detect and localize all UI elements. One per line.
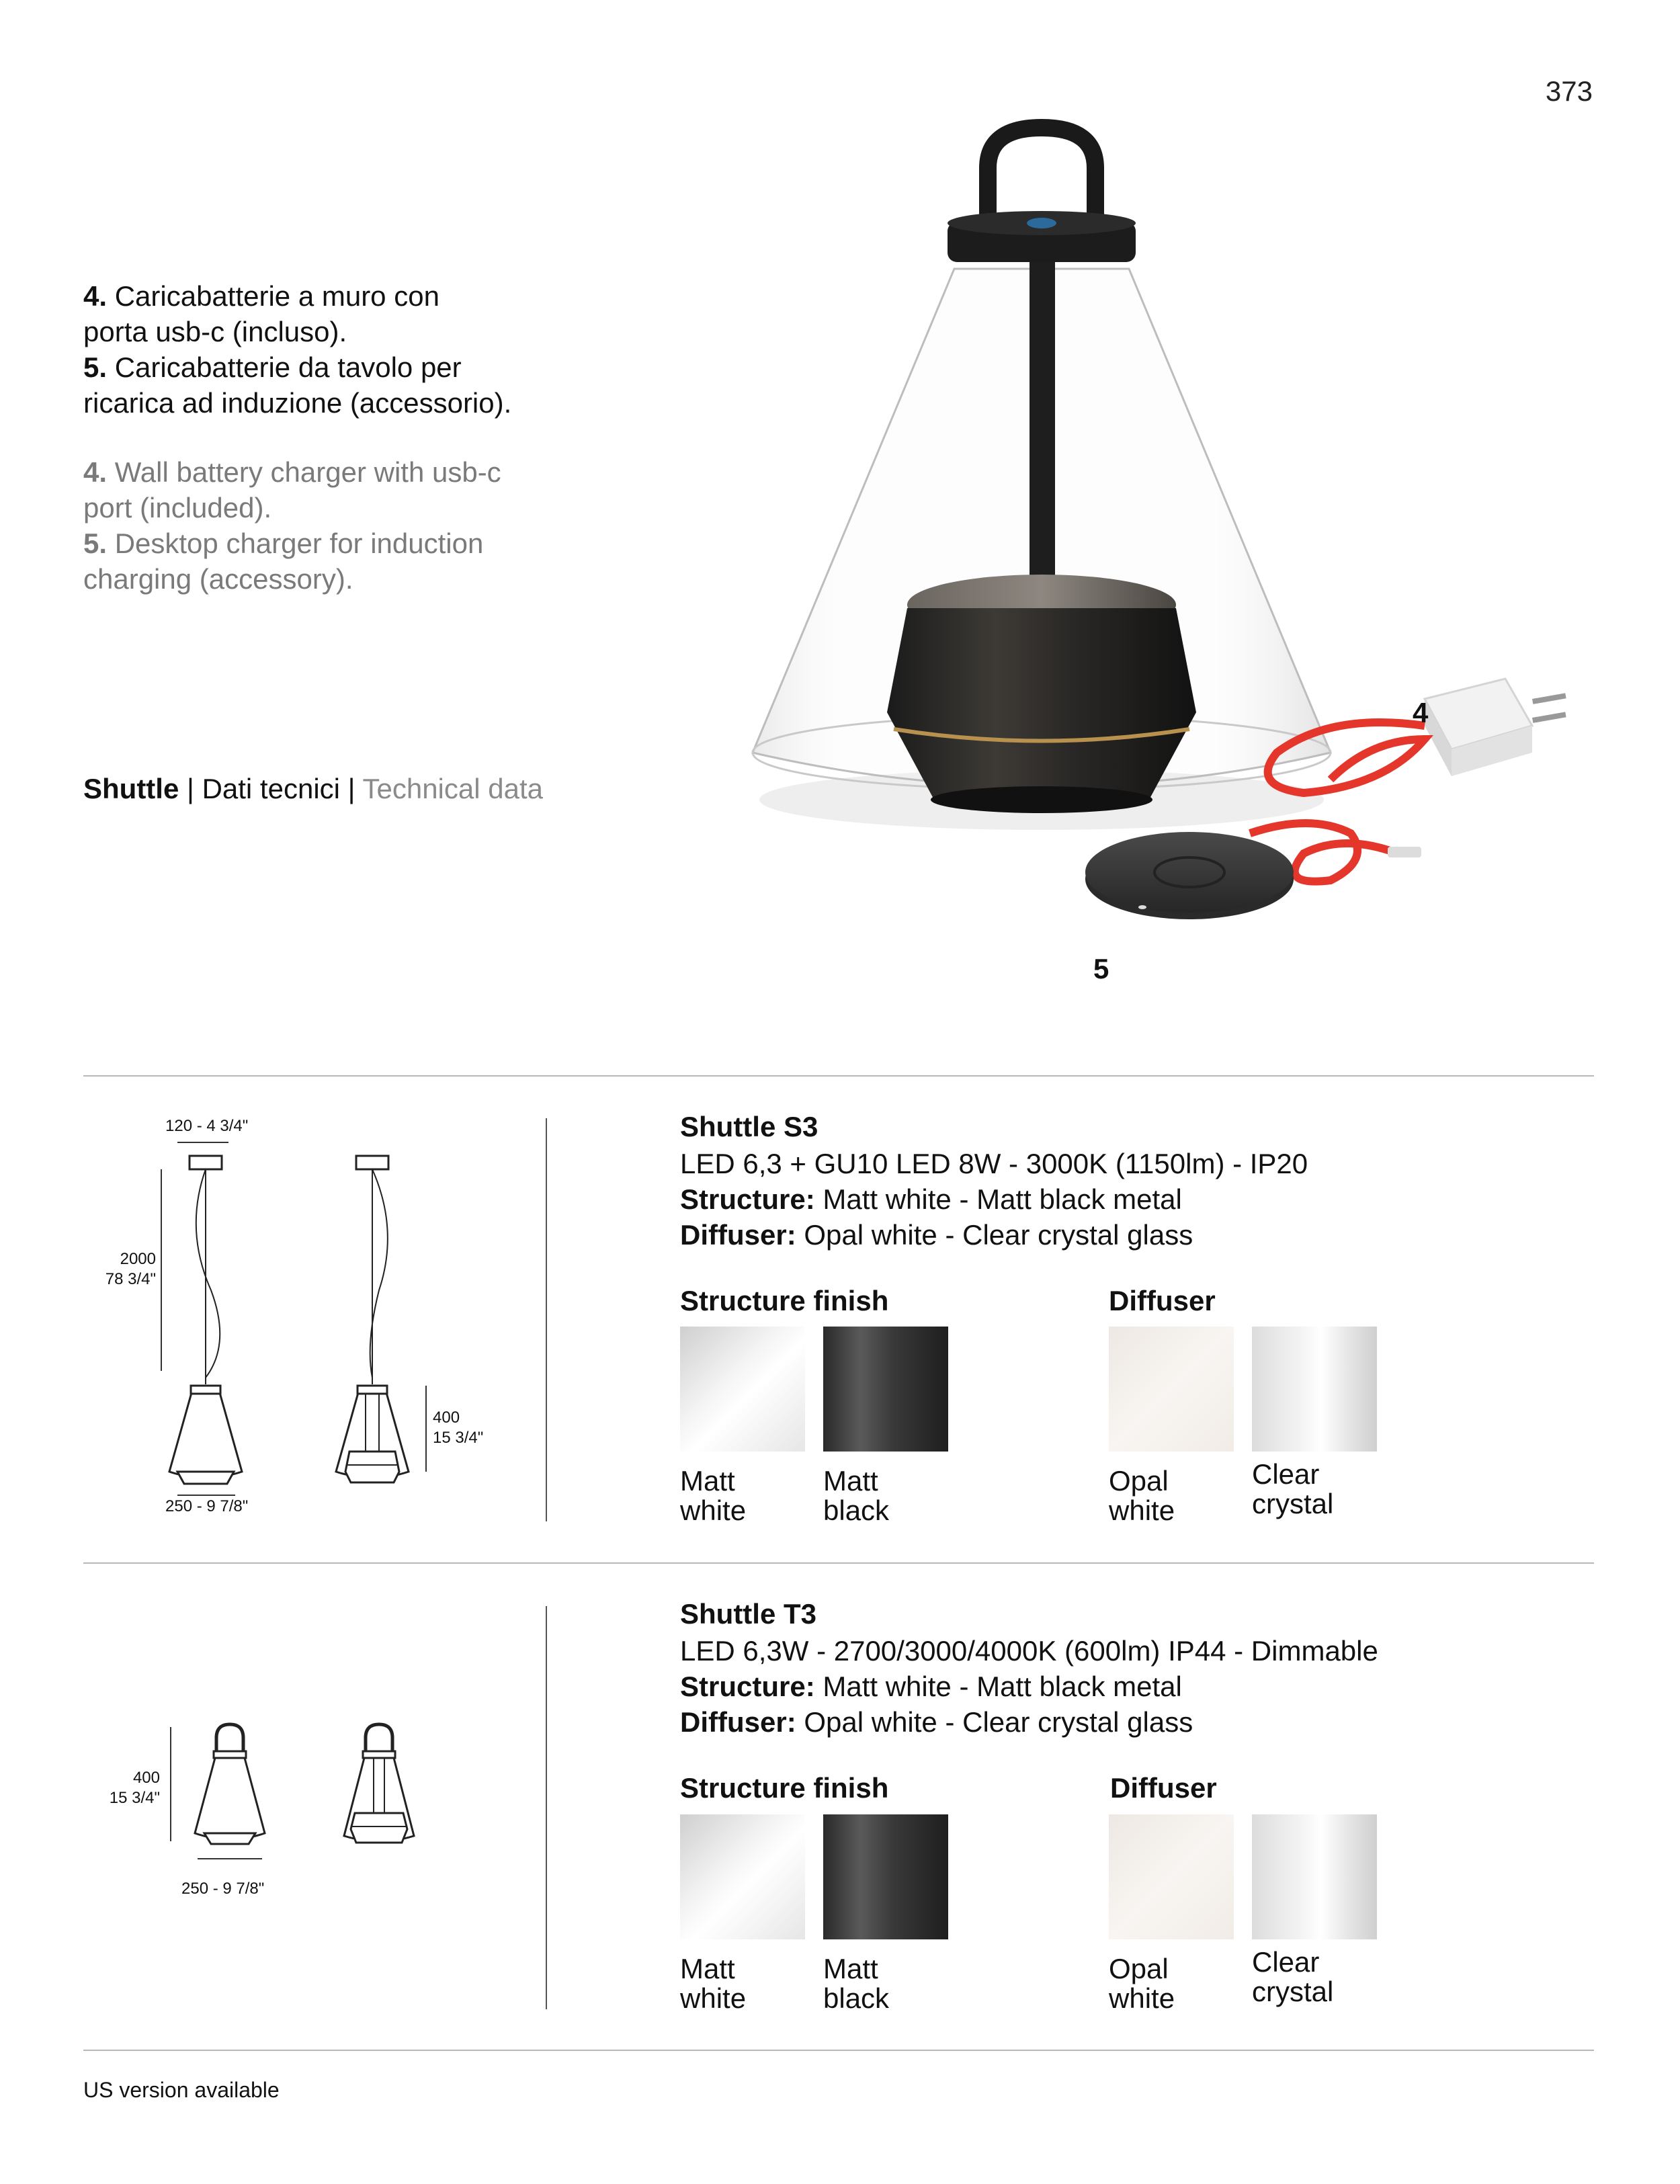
t3-dim-width: 250 - 9 7/8": [181, 1880, 265, 1898]
wall-charger: [1425, 679, 1566, 776]
s3-structure-finish-heading: Structure finish: [680, 1285, 889, 1316]
t3-swatch-matt-black: [823, 1814, 948, 1939]
s3-dim-shade-in: 15 3/4": [433, 1429, 484, 1447]
s3-dim-shade-mm: 400: [433, 1409, 460, 1427]
t3-title: Shuttle T3: [680, 1598, 817, 1630]
footer-note: US version available: [83, 2078, 280, 2102]
s3-dim-height-mm: 2000: [120, 1250, 156, 1268]
callout-4: 4: [1413, 697, 1429, 728]
divider-top: [83, 1075, 1594, 1077]
s3-structure: Structure: Matt white - Matt black metal: [680, 1183, 1182, 1215]
t3-diffuser: Diffuser: Opal white - Clear crystal glass: [680, 1706, 1193, 1738]
intro-it-item-5-cont: ricarica ad induzione (accessorio).: [83, 387, 512, 419]
intro-en-item-4: 4. Wall battery charger with usb-c: [83, 456, 501, 488]
section-heading: Shuttle | Dati tecnici | Technical data: [83, 773, 543, 804]
t3-dim-height-mm: 400: [132, 1769, 160, 1787]
s3-label-clear-crystal: Clear crystal: [1252, 1458, 1334, 1519]
t3-label-clear-crystal: Clear crystal: [1252, 1946, 1334, 2007]
s3-swatch-matt-black: [823, 1327, 948, 1452]
intro-english: [83, 454, 567, 597]
page-number: 373: [1545, 75, 1593, 107]
t3-swatch-opal-white: [1109, 1814, 1234, 1939]
t3-dim-height-in: 15 3/4": [109, 1789, 160, 1807]
s3-dim-canopy: 120 - 4 3/4": [165, 1117, 249, 1135]
s3-diffuser: Diffuser: Opal white - Clear crystal glass: [680, 1219, 1193, 1251]
t3-label-opal-white: Opal white: [1109, 1953, 1175, 2014]
vertical-divider-s3: [546, 1118, 547, 1521]
s3-label-opal-white: Opal white: [1109, 1465, 1175, 1526]
t3-label-matt-white: Matt white: [680, 1953, 747, 2014]
s3-specs: [680, 1146, 1308, 1253]
s3-dim-width: 250 - 9 7/8": [165, 1497, 249, 1515]
t3-structure-finish-heading: Structure finish: [680, 1772, 889, 1804]
vertical-divider-t3: [546, 1606, 547, 2009]
s3-dim-height-in: 78 3/4": [105, 1270, 156, 1288]
lamp-base: [887, 608, 1196, 800]
intro-en-item-5-cont: charging (accessory).: [83, 563, 353, 595]
intro-italian: [83, 278, 567, 421]
intro-it-item-4: 4. Caricabatterie a muro con: [83, 280, 439, 312]
induction-charger-pad: [1085, 832, 1294, 919]
t3-technical-drawing: [83, 1720, 540, 1908]
divider-bottom: [83, 2050, 1594, 2051]
lamp-touch-sensor: [1027, 218, 1056, 228]
s3-swatch-opal-white: [1109, 1327, 1234, 1452]
intro-it-item-5: 5. Caricabatterie da tavolo per: [83, 351, 462, 383]
s3-technical-drawing: [83, 1109, 540, 1525]
intro-it-item-4-cont: porta usb-c (incluso).: [83, 316, 347, 347]
t3-diffuser-heading: Diffuser: [1110, 1772, 1217, 1804]
s3-label-matt-white: Matt white: [680, 1465, 747, 1526]
t3-specs: [680, 1633, 1378, 1740]
s3-diffuser-heading: Diffuser: [1109, 1285, 1216, 1316]
callout-5: 5: [1093, 953, 1109, 984]
s3-label-matt-black: Matt black: [823, 1465, 890, 1526]
t3-label-matt-black: Matt black: [823, 1953, 890, 2014]
s3-swatch-matt-white: [680, 1327, 805, 1452]
t3-swatch-matt-white: [680, 1814, 805, 1939]
t3-swatch-clear-crystal: [1252, 1814, 1377, 1939]
s3-title: Shuttle S3: [680, 1111, 818, 1142]
t3-structure: Structure: Matt white - Matt black metal: [680, 1671, 1182, 1702]
divider-middle: [83, 1562, 1594, 1564]
product-photo: [726, 108, 1640, 1008]
intro-en-item-5: 5. Desktop charger for induction: [83, 528, 484, 559]
s3-led-spec: LED 6,3 + GU10 LED 8W - 3000K (1150lm) - IP20: [680, 1148, 1308, 1179]
t3-led-spec: LED 6,3W - 2700/3000/4000K (600lm) IP44 - Dimmable: [680, 1635, 1378, 1667]
s3-swatch-clear-crystal: [1252, 1327, 1377, 1452]
intro-en-item-4-cont: port (included).: [83, 492, 272, 523]
